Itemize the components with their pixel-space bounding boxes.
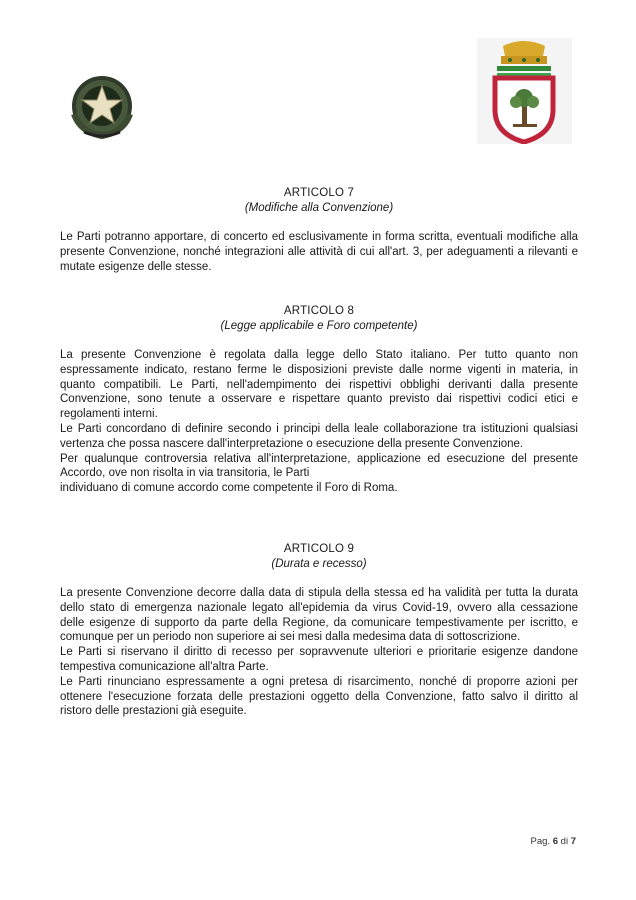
- regione-puglia-crest-icon: [477, 38, 572, 144]
- page-current: 6: [552, 836, 559, 847]
- page-total: 7: [570, 836, 576, 847]
- article-8-subtitle: (Legge applicabile e Foro competente): [220, 320, 418, 332]
- italian-republic-emblem-icon: [66, 70, 138, 142]
- article-9-paragraph-3: Le Parti rinunciano espressamente a ogni pretesa di risarcimento, nonché di proporre azioni per ottenere l'esecuzione forzata delle prestazioni oggetto della Convenzione, fatto salvo il diritto al ristoro delle prestazioni già eseguite.: [60, 675, 578, 718]
- article-7-subtitle: (Modifiche alla Convenzione): [244, 202, 394, 214]
- page-number: [531, 836, 576, 847]
- article-7-paragraph-1: Le Parti potranno apportare, di concerto ed esclusivamente in forma scritta, eventuali modifiche alla presente Convenzione, nonché integrazioni alle attività di cui all'art. 3, per adeguamenti a rilevanti e mutate esigenze delle stesse.: [60, 231, 578, 273]
- article-8-paragraph-4: individuano di comune accordo come competente il Foro di Roma.: [60, 482, 398, 495]
- article-8-paragraph-3: Per qualunque controversia relativa all'interpretazione, applicazione ed esecuzione del presente Accordo, ove non risolta in via transitoria, le Parti: [60, 452, 578, 480]
- article-8: [60, 304, 578, 496]
- article-9-subtitle: (Durata e recesso): [271, 558, 367, 570]
- article-9: [60, 542, 578, 719]
- article-8-paragraph-2: Le Parti concordano di definire secondo i principi della leale collaborazione tra istituzioni qualsiasi vertenza che possa nascere dall'interpretazione o esecuzione della presente Convenzione.: [60, 422, 578, 450]
- article-9-paragraph-1: La presente Convenzione decorre dalla data di stipula della stessa ed ha validità per tutta la durata dello stato di emergenza nazionale legato all'epidemia da virus Covid-19, ovvero alla cessazione delle esigenze di supporto da parte della Regione, da comunicare tempestivamente per iscritto, e comunque per un periodo non superiore ai sei mesi dalla medesima data di sottoscrizione.: [60, 587, 578, 644]
- article-8-heading: ARTICOLO 8: [283, 305, 355, 317]
- article-9-paragraph-2: Le Parti si riservano il diritto di recesso per sopravvenute ulteriori e prioritarie esigenze dandone tempestiva comunicazione all'altra Parte.: [60, 646, 578, 673]
- page-prefix: Pag.: [530, 836, 551, 847]
- article-8-paragraph-1: La presente Convenzione è regolata dalla legge dello Stato italiano. Per tutto quanto non espressamente indicato, restano ferme le disposizioni previste dalle norme vigenti in materia, in quanto compatibili. Le Parti, nell'adempimento dei rispettivi obblighi derivanti dalla presente Convenzione, sono tenute a osservare e rispettare quanto previsto dai rispettivi codici etici e regolamenti interni.: [60, 349, 578, 421]
- page-separator: di: [560, 836, 569, 847]
- article-7: [60, 186, 578, 274]
- article-9-heading: ARTICOLO 9: [283, 543, 355, 555]
- article-7-heading: ARTICOLO 7: [283, 187, 355, 199]
